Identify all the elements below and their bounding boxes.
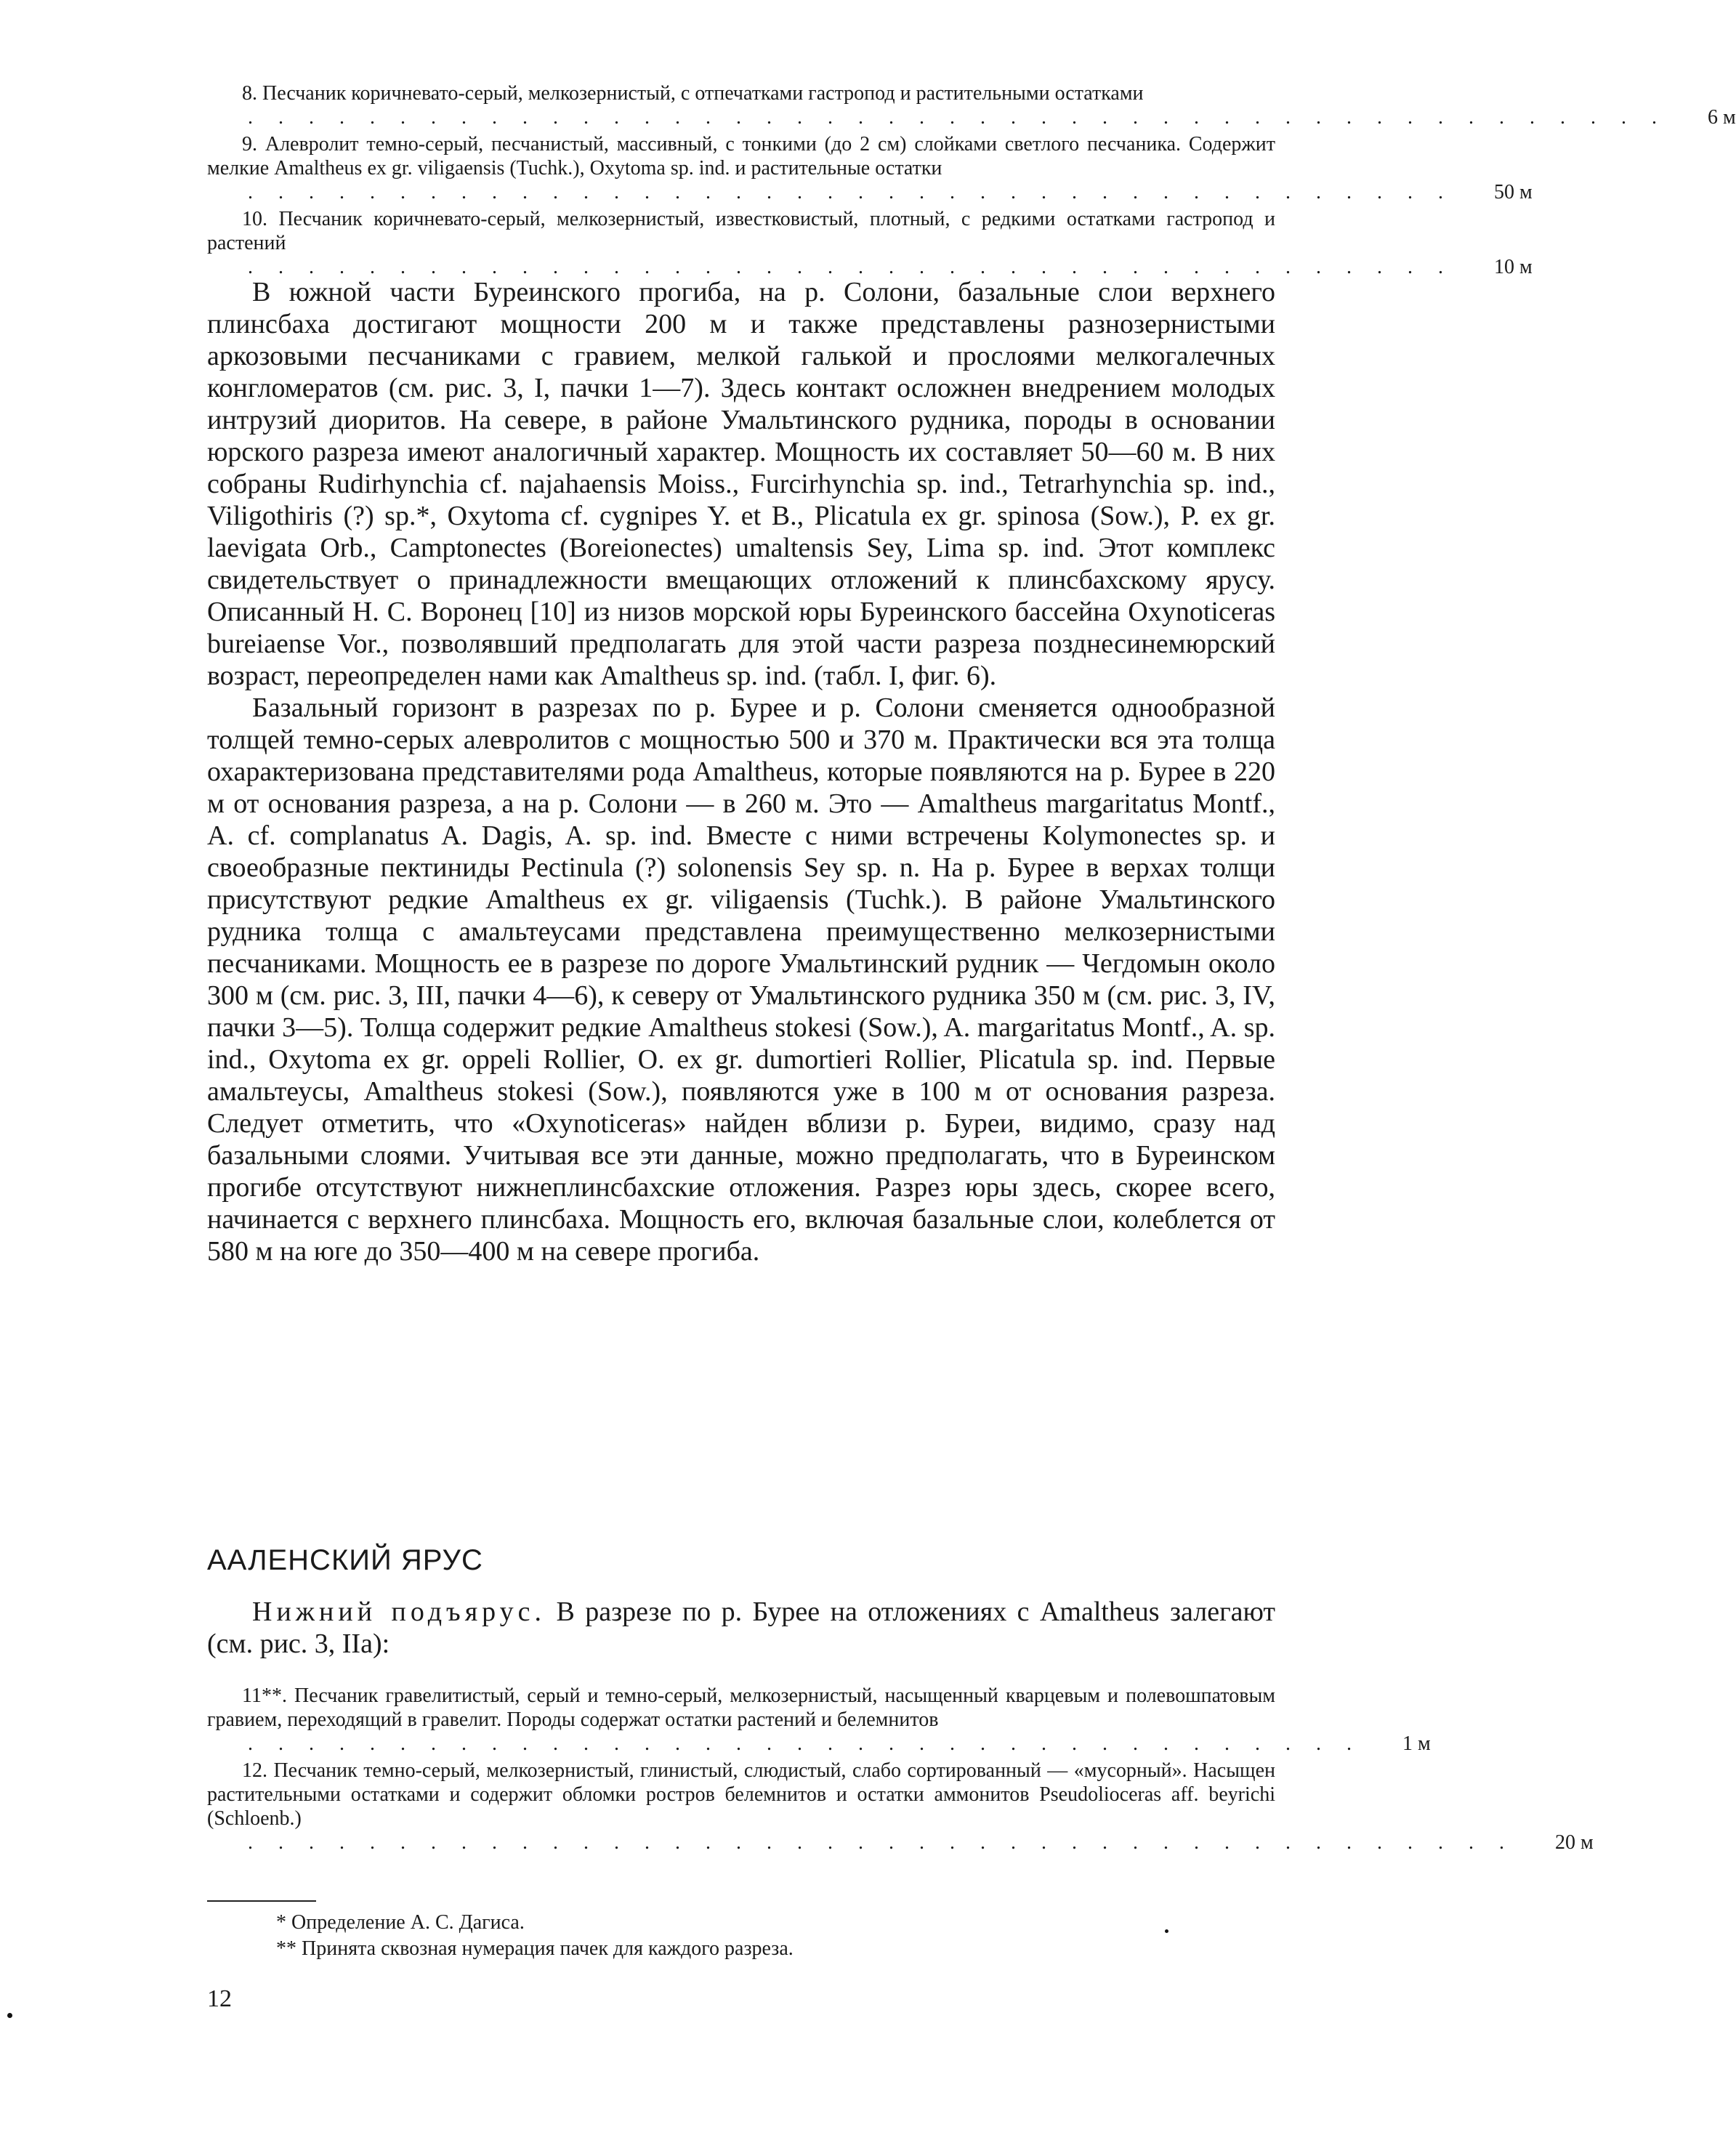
layer-9-thickness: 50 м xyxy=(1494,181,1533,203)
layer-11-text: 11**. Песчаник гравелитистый, серый и темно-серый, мелкозернистый, насыщенный кварцевым и полевошпатовым гравием, переходящий в гравелит. Породы содержат остатки растений и белемнитов xyxy=(207,1684,1275,1731)
paragraph-1: В южной части Буреинского прогиба, на р. Солони, базальные слои верхнего плинсбаха достигают мощности 200 м и также представлены разнозернистыми аркозовыми песчаниками с гравием, мелкой галькой и прослоями мелкогалечных конгломератов (см. рис. 3, I, пачки 1—7). Здесь контакт осложнен внедрением молодых интрузий диоритов. На севере, в районе Умальтинского рудника, породы в основании юрского разреза имеют аналогичный характер. Мощность их составляет 50—60 м. В них собраны Rudirhynchia cf. najahaensis Moiss., Furcirhynchia sp. ind., Tetrarhynchia sp. ind., Viligothiris (?) sp.*, Oxytoma cf. cygnipes Y. et B., Plicatula ex gr. spinosa (Sow.), P. ex gr. laevigata Orb., Camptonectes (Boreionectes) umaltensis Sey, Lima sp. ind. Этот комплекс свидетельствует о принадлежности вмещающих отложений к плинсбахскому ярусу. Описанный Н. С. Воронец [10] из низов морской юры Буреинского бассейна Oxynoticeras bureiaense Vor., позволявший предполагать для этой части разреза позднесинемюрский возраст, переопределен нами как Amaltheus sp. ind. (табл. I, фиг. 6). xyxy=(207,277,1275,691)
layer-10-text: 10. Песчаник коричневато-серый, мелкозернистый, известковистый, плотный, с редкими остатками гастропод и растений xyxy=(207,208,1275,254)
speck-mark xyxy=(7,2013,12,2018)
speck-mark xyxy=(1165,1929,1168,1933)
layer-10-thickness: 10 м xyxy=(1494,256,1533,278)
subsection-label: Нижний подъярус. xyxy=(252,1597,546,1627)
footnote-rule xyxy=(207,1900,316,1902)
layer-item-10: 10. Песчаник коричневато-серый, мелкозернистый, известковистый, плотный, с редкими остатками гастропод и растений . . . . . . . . . . . . . . . . . . . . . . . . . . . . . . . . . . . . . . . . 10 м xyxy=(207,208,1533,278)
page-number: 12 xyxy=(207,1985,232,2012)
paragraph-2: Базальный горизонт в разрезах по р. Бурее и р. Солони сменяется однообразной толщей темно-серых алевролитов с мощностью 500 и 370 м. Практически вся эта толща охарактеризована представителями рода Amaltheus, которые появляются на р. Бурее в 220 м от основания разреза, а на р. Солони — в 260 м. Это — Amaltheus margaritatus Montf., A. cf. complanatus A. Dagis, A. sp. ind. Вместе с ними встречены Kolymonectes sp. и своеобразные пектиниды Pectinula (?) solonensis Sey sp. n. На р. Бурее в верхах толщи присутствуют редкие Amaltheus ex gr. viligaensis (Tuchk.). В районе Умальтинского рудника толща с амальтеусами представлена преимущественно мелкозернистыми песчаниками. Мощность ее в разрезе по дороге Умальтинский рудник — Чегдомын около 300 м (см. рис. 3, III, пачки 4—6), к северу от Умальтинского рудника 350 м (см. рис. 3, IV, пачки 3—5). Толща содержит редкие Amaltheus stokesi (Sow.), A. margaritatus Montf., A. sp. ind., Oxytoma ex gr. oppeli Rollier, O. ex gr. dumortieri Rollier, Plicatula sp. ind. Первые амальтеусы, Amaltheus stokesi (Sow.), появляются уже в 100 м от основания разреза. Следует отметить, что «Oxynoticeras» найден вблизи р. Буреи, видимо, сразу над базальными слоями. Учитывая все эти данные, можно предполагать, что в Буреинском прогибе отсутствуют нижнеплинсбахские отложения. Разрез юры здесь, скорее всего, начинается с верхнего плинсбаха. Мощность его, включая базальные слои, колеблется от 580 м на юге до 350—400 м на севере прогиба. xyxy=(207,693,1275,1267)
section-title: ААЛЕНСКИЙ ЯРУС xyxy=(207,1544,483,1576)
subsection-intro xyxy=(207,1596,1275,1660)
layer-item-11: 11**. Песчаник гравелитистый, серый и темно-серый, мелкозернистый, насыщенный кварцевым и полевошпатовым гравием, переходящий в гравелит. Породы содержат остатки растений и белемнитов . . . . . . . . . . . . . . . . . . . . . . . . . . . . . . . . . . . . . 1 м xyxy=(207,1684,1431,1755)
subsection-text: В разрезе по р. Бурее на отложениях с Amaltheus залегают (см. рис. 3, IIа): xyxy=(207,1597,1276,1659)
layer-12-text: 12. Песчаник темно-серый, мелкозернистый, глинистый, слюдистый, слабо сортированный — «мусорный». Насыщен растительными остатками и содержит обломки ростров белемнитов и остатки аммонитов Pseudolioceras aff. beyrichi (Schloenb.) xyxy=(207,1759,1275,1830)
main-text xyxy=(207,276,1275,1267)
layer-item-12: 12. Песчаник темно-серый, мелкозернистый, глинистый, слюдистый, слабо сортированный — «мусорный». Насыщен растительными остатками и содержит обломки ростров белемнитов и остатки аммонитов Pseudolioceras aff. beyrichi (Schloenb.) . . . . . . . . . . . . . . . . . . . . . . . . . . . . . . . . . . . . . . . . . . 20 м xyxy=(207,1759,1594,1854)
bottom-layer-list xyxy=(207,1684,1594,1857)
layer-11-thickness: 1 м xyxy=(1402,1732,1431,1755)
layer-item-9: 9. Алевролит темно-серый, песчанистый, массивный, с тонкими (до 2 см) слойками светлого песчаника. Содержит мелкие Amaltheus ex gr. viligaensis (Tuchk.), Oxytoma sp. ind. и растительные остатки . . . . . . . . . . . . . . . . . . . . . . . . . . . . . . . . . . . . . . . . 50 м xyxy=(207,133,1533,203)
layer-9-text: 9. Алевролит темно-серый, песчанистый, массивный, с тонкими (до 2 см) слойками светлого песчаника. Содержит мелкие Amaltheus ex gr. viligaensis (Tuchk.), Oxytoma sp. ind. и растительные остатки xyxy=(207,133,1275,179)
layer-12-thickness: 20 м xyxy=(1555,1831,1594,1854)
top-layer-list xyxy=(207,81,1736,282)
footnote-2: ** Принята сквозная нумерация пачек для каждого разреза. xyxy=(276,1937,794,1960)
section-heading-block xyxy=(207,1544,1275,1577)
layer-item-8: 8. Песчаник коричневато-серый, мелкозернистый, с отпечатками гастропод и растительными остатками . . . . . . . . . . . . . . . . . . . . . . . . . . . . . . . . . . . . . . . . . . . . . . . 6 м xyxy=(242,82,1736,129)
layer-8-text: 8. Песчаник коричневато-серый, мелкозернистый, с отпечатками гастропод и растительными остатками xyxy=(242,82,1144,105)
footnote-1: * Определение А. С. Дагиса. xyxy=(276,1911,525,1934)
footnotes xyxy=(207,1910,1275,1962)
layer-8-thickness: 6 м xyxy=(1708,106,1736,129)
